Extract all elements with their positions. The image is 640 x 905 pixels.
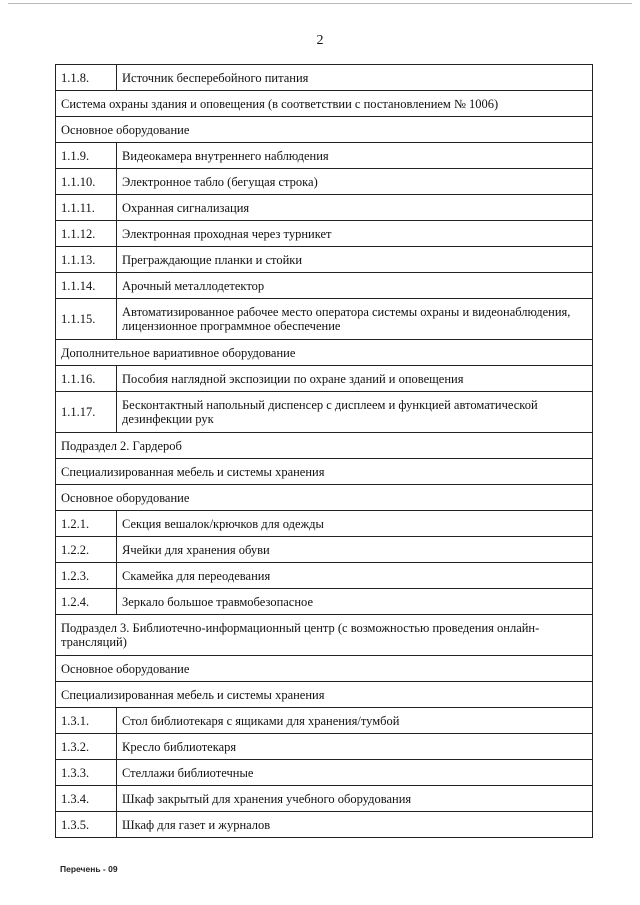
section-heading: Основное оборудование [56,656,593,682]
table-row [56,734,593,760]
section-heading: Подраздел 2. Гардероб [56,433,593,459]
footer-label: Перечень - 09 [60,864,118,874]
section-heading: Дополнительное вариативное оборудование [56,340,593,366]
table-row [56,299,593,340]
table-row [56,708,593,734]
table-row [56,812,593,838]
item-name: Охранная сигнализация [117,195,593,221]
item-name: Автоматизированное рабочее место оператора системы охраны и видеонаблюдения, лицензионное программное обеспечение [117,299,593,340]
item-number: 1.1.17. [56,392,117,433]
item-name: Ячейки для хранения обуви [117,537,593,563]
item-name: Скамейка для переодевания [117,563,593,589]
item-number: 1.3.1. [56,708,117,734]
table-row [56,760,593,786]
item-name: Стеллажи библиотечные [117,760,593,786]
table-row [56,221,593,247]
scan-edge-line [8,3,632,4]
item-name: Стол библиотекаря с ящиками для хранения/тумбой [117,708,593,734]
item-name: Пособия наглядной экспозиции по охране зданий и оповещения [117,366,593,392]
item-number: 1.3.3. [56,760,117,786]
item-number: 1.2.1. [56,511,117,537]
item-name: Арочный металлодетектор [117,273,593,299]
section-heading: Система охраны здания и оповещения (в соответствии с постановлением № 1006) [56,91,593,117]
table-row [56,143,593,169]
item-number: 1.1.12. [56,221,117,247]
item-number: 1.1.16. [56,366,117,392]
item-name: Электронное табло (бегущая строка) [117,169,593,195]
table-row [56,589,593,615]
item-number: 1.1.11. [56,195,117,221]
item-name: Шкаф закрытый для хранения учебного оборудования [117,786,593,812]
section-heading-row [56,117,593,143]
item-number: 1.3.5. [56,812,117,838]
item-number: 1.1.15. [56,299,117,340]
item-number: 1.1.14. [56,273,117,299]
section-heading-row [56,433,593,459]
table-row [56,786,593,812]
item-number: 1.1.9. [56,143,117,169]
table-row [56,563,593,589]
equipment-table-body [56,65,593,838]
item-number: 1.1.10. [56,169,117,195]
table-row [56,366,593,392]
table-row [56,195,593,221]
section-heading-row [56,682,593,708]
page-number: 2 [316,33,324,48]
section-heading-row [56,459,593,485]
item-number: 1.2.2. [56,537,117,563]
table-row [56,392,593,433]
item-number: 1.2.4. [56,589,117,615]
item-name: Преграждающие планки и стойки [117,247,593,273]
item-name: Секция вешалок/крючков для одежды [117,511,593,537]
table-row [56,511,593,537]
equipment-table [55,64,593,838]
item-name: Шкаф для газет и журналов [117,812,593,838]
item-number: 1.1.8. [56,65,117,91]
section-heading-row [56,485,593,511]
item-number: 1.3.2. [56,734,117,760]
item-number: 1.2.3. [56,563,117,589]
item-name: Бесконтактный напольный диспенсер с дисплеем и функцией автоматической дезинфекции рук [117,392,593,433]
table-row [56,273,593,299]
section-heading: Подраздел 3. Библиотечно-информационный центр (с возможностью проведения онлайн-трансляций) [56,615,593,656]
item-number: 1.3.4. [56,786,117,812]
table-row [56,65,593,91]
item-name: Видеокамера внутреннего наблюдения [117,143,593,169]
table-row [56,169,593,195]
section-heading-row [56,91,593,117]
item-name: Источник бесперебойного питания [117,65,593,91]
section-heading: Основное оборудование [56,117,593,143]
item-name: Зеркало большое травмобезопасное [117,589,593,615]
item-name: Электронная проходная через турникет [117,221,593,247]
section-heading-row [56,656,593,682]
table-row [56,537,593,563]
item-name: Кресло библиотекаря [117,734,593,760]
section-heading-row [56,340,593,366]
section-heading: Основное оборудование [56,485,593,511]
table-row [56,247,593,273]
section-heading: Специализированная мебель и системы хранения [56,459,593,485]
section-heading: Специализированная мебель и системы хранения [56,682,593,708]
section-heading-row [56,615,593,656]
item-number: 1.1.13. [56,247,117,273]
